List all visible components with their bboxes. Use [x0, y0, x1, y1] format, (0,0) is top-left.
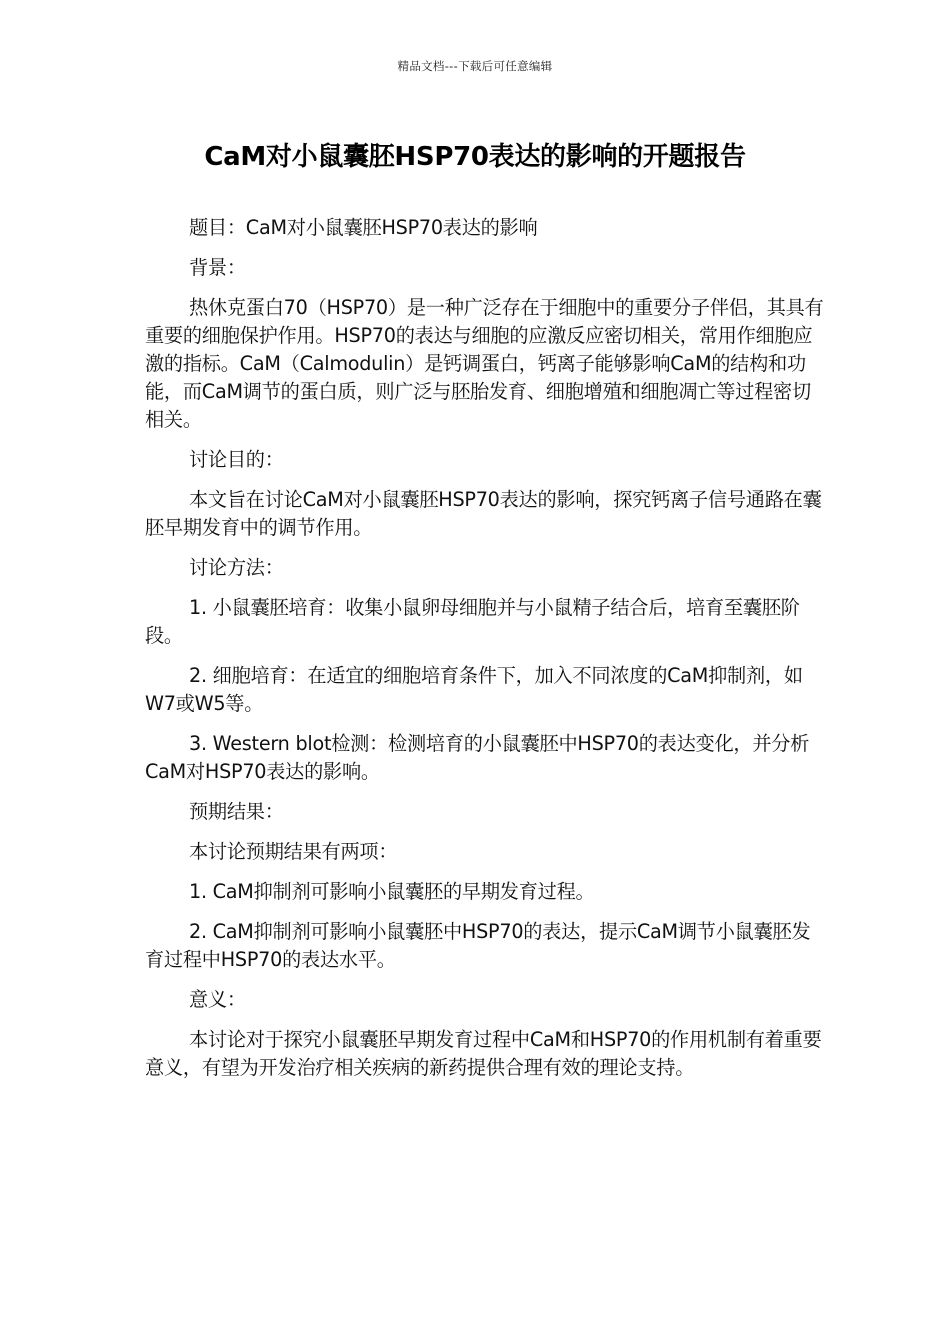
document-body: [145, 214, 825, 1094]
paragraph-expected-intro: 本讨论预期结果有两项：: [189, 840, 398, 863]
result-item-1: 1. CaM抑制剂可影响小鼠囊胚的早期发育过程。: [189, 880, 595, 903]
method-item-3: 3. Western blot检测：检测培育的小鼠囊胚中HSP70的表达变化，并分析CaM对HSP70表达的影响。: [145, 732, 810, 783]
page-header-watermark: 精品文档---下载后可任意编辑: [397, 59, 553, 73]
paragraph-purpose: 本文旨在讨论CaM对小鼠囊胚HSP70表达的影响，探究钙离子信号通路在囊胚早期发育中的调节作用。: [145, 488, 822, 539]
heading-significance: 意义：: [189, 988, 246, 1011]
result-item-2: 2. CaM抑制剂可影响小鼠囊胚中HSP70的表达，提示CaM调节小鼠囊胚发育过程中HSP70的表达水平。: [145, 920, 811, 971]
document-title: CaM对小鼠囊胚HSP70表达的影响的开题报告: [204, 142, 746, 172]
heading-expected-results: 预期结果：: [189, 800, 284, 823]
method-item-2: 2. 细胞培育：在适宜的细胞培育条件下，加入不同浓度的CaM抑制剂，如W7或W5等。: [145, 664, 803, 715]
paragraph-topic: 题目：CaM对小鼠囊胚HSP70表达的影响: [189, 216, 538, 239]
method-item-1: 1. 小鼠囊胚培育：收集小鼠卵母细胞并与小鼠精子结合后，培育至囊胚阶段。: [145, 596, 800, 647]
heading-background: 背景：: [189, 256, 246, 279]
paragraph-significance: 本讨论对于探究小鼠囊胚早期发育过程中CaM和HSP70的作用机制有着重要意义，有望为开发治疗相关疾病的新药提供合理有效的理论支持。: [145, 1028, 822, 1079]
heading-purpose: 讨论目的：: [189, 448, 284, 471]
heading-methods: 讨论方法：: [189, 556, 284, 579]
paragraph-background: 热休克蛋白70（HSP70）是一种广泛存在于细胞中的重要分子伴侣，其具有重要的细胞保护作用。HSP70的表达与细胞的应激反应密切相关，常用作细胞应激的指标。CaM（Calmodulin）是钙调蛋白，钙离子能够影响CaM的结构和功能，而CaM调节的蛋白质，则广泛与胚胎发育、细胞增殖和细胞凋亡等过程密切相关。: [145, 296, 824, 431]
